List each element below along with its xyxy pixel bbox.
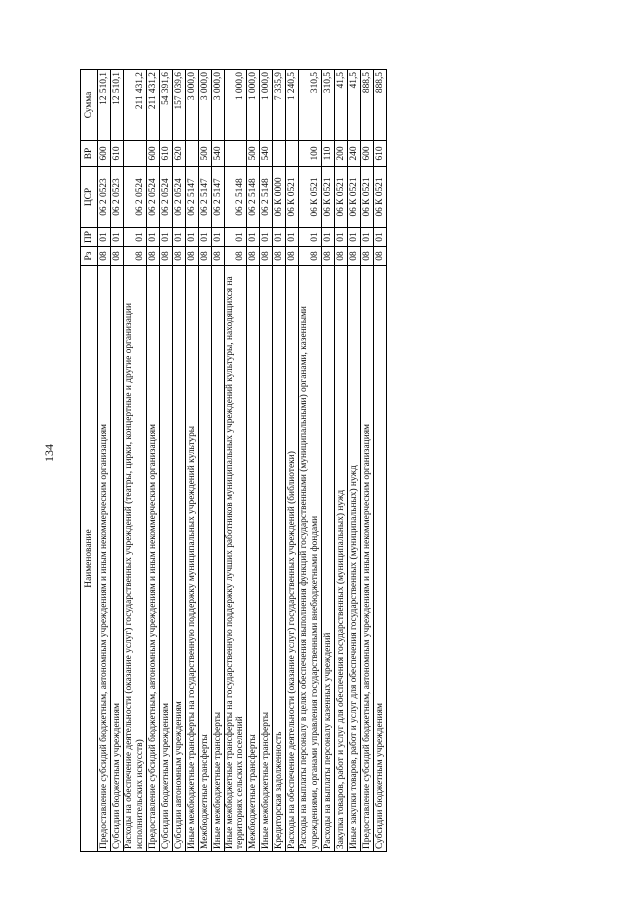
cell-sum: 41,5 bbox=[334, 70, 347, 141]
cell-vr: 110 bbox=[321, 141, 334, 167]
table-row bbox=[321, 70, 334, 852]
cell-name: Межбюджетные трансферты bbox=[247, 266, 260, 852]
cell-rz: 08 bbox=[286, 247, 299, 266]
header-sum: Сумма bbox=[81, 70, 98, 141]
cell-vr: 240 bbox=[347, 141, 360, 167]
table-row bbox=[172, 70, 185, 852]
cell-vr bbox=[185, 141, 198, 167]
cell-vr: 610 bbox=[159, 141, 172, 167]
cell-pr: 01 bbox=[299, 228, 322, 247]
cell-csr: 06 К 0521 bbox=[334, 167, 347, 228]
cell-rz: 08 bbox=[273, 247, 286, 266]
cell-rz: 08 bbox=[360, 247, 373, 266]
cell-pr: 01 bbox=[172, 228, 185, 247]
page-number: 134 bbox=[41, 444, 56, 462]
cell-vr: 600 bbox=[98, 141, 111, 167]
cell-vr: 500 bbox=[198, 141, 211, 167]
cell-csr: 06 К 0521 bbox=[286, 167, 299, 228]
cell-rz: 08 bbox=[146, 247, 159, 266]
cell-pr: 01 bbox=[198, 228, 211, 247]
cell-pr: 01 bbox=[185, 228, 198, 247]
table-row bbox=[198, 70, 211, 852]
cell-sum: 3 000,0 bbox=[198, 70, 211, 141]
cell-name: Иные межбюджетные трансферты на государственную поддержку лучших работников муниципальных учреждений культуры, находящихся на территориях сельских поселений bbox=[224, 266, 247, 852]
table-row bbox=[247, 70, 260, 852]
table-row bbox=[124, 70, 147, 852]
cell-name: Расходы на обеспечение деятельности (оказание услуг) государственных учреждений (библиотеки) bbox=[286, 266, 299, 852]
cell-sum: 7 335,9 bbox=[273, 70, 286, 141]
cell-csr: 06 К 0521 bbox=[321, 167, 334, 228]
cell-name: Иные межбюджетные трансферты bbox=[260, 266, 273, 852]
table-row bbox=[260, 70, 273, 852]
cell-csr: 06 К 0521 bbox=[299, 167, 322, 228]
cell-pr: 01 bbox=[211, 228, 224, 247]
cell-sum: 157 039,6 bbox=[172, 70, 185, 141]
cell-name: Субсидии бюджетным учреждениям bbox=[159, 266, 172, 852]
cell-pr: 01 bbox=[373, 228, 386, 247]
cell-vr bbox=[273, 141, 286, 167]
cell-name: Иные межбюджетные трансферты на государственную поддержку муниципальных учреждений культуры bbox=[185, 266, 198, 852]
cell-rz: 08 bbox=[373, 247, 386, 266]
cell-sum: 888,5 bbox=[373, 70, 386, 141]
cell-sum: 310,5 bbox=[321, 70, 334, 141]
cell-name: Расходы на обеспечение деятельности (оказание услуг) государственных учреждений (театры, цирки, концертные и другие организации исполнительских искусств) bbox=[124, 266, 147, 852]
cell-name: Межбюджетные трансферты bbox=[198, 266, 211, 852]
cell-rz: 08 bbox=[321, 247, 334, 266]
table-row bbox=[211, 70, 224, 852]
cell-pr: 01 bbox=[273, 228, 286, 247]
cell-csr: 06 2 5148 bbox=[260, 167, 273, 228]
cell-sum: 888,5 bbox=[360, 70, 373, 141]
cell-vr: 610 bbox=[111, 141, 124, 167]
cell-pr: 01 bbox=[260, 228, 273, 247]
cell-sum: 1 000,0 bbox=[247, 70, 260, 141]
cell-vr: 610 bbox=[373, 141, 386, 167]
cell-rz: 08 bbox=[172, 247, 185, 266]
cell-csr: 06 К 0521 bbox=[373, 167, 386, 228]
cell-vr: 100 bbox=[299, 141, 322, 167]
cell-name: Субсидии автономным учреждениям bbox=[172, 266, 185, 852]
table-row bbox=[159, 70, 172, 852]
table-row bbox=[185, 70, 198, 852]
header-rz: Рз bbox=[81, 247, 98, 266]
cell-sum: 12 510,1 bbox=[111, 70, 124, 141]
cell-pr: 01 bbox=[360, 228, 373, 247]
cell-vr: 600 bbox=[360, 141, 373, 167]
cell-rz: 08 bbox=[111, 247, 124, 266]
cell-name: Кредиторская задолженность bbox=[273, 266, 286, 852]
cell-pr: 01 bbox=[334, 228, 347, 247]
cell-rz: 08 bbox=[185, 247, 198, 266]
cell-sum: 1 000,0 bbox=[260, 70, 273, 141]
table-row bbox=[347, 70, 360, 852]
cell-rz: 08 bbox=[211, 247, 224, 266]
cell-sum: 1 000,0 bbox=[224, 70, 247, 141]
table-row bbox=[334, 70, 347, 852]
header-pr: ПР bbox=[81, 228, 98, 247]
cell-vr bbox=[224, 141, 247, 167]
cell-rz: 08 bbox=[124, 247, 147, 266]
cell-name: Расходы на выплаты персоналу в целях обеспечения выполнения функций государственными (муниципальными) органами, казенными учреждениями, органами управления государственными внебюджетными фондами bbox=[299, 266, 322, 852]
cell-pr: 01 bbox=[224, 228, 247, 247]
cell-pr: 01 bbox=[111, 228, 124, 247]
cell-name: Предоставление субсидий бюджетным, автономным учреждениям и иным некоммерческим организациям bbox=[146, 266, 159, 852]
cell-rz: 08 bbox=[334, 247, 347, 266]
table-row bbox=[273, 70, 286, 852]
cell-csr: 06 2 5147 bbox=[185, 167, 198, 228]
cell-csr: 06 2 0524 bbox=[159, 167, 172, 228]
cell-csr: 06 К 0000 bbox=[273, 167, 286, 228]
cell-vr: 620 bbox=[172, 141, 185, 167]
cell-csr: 06 2 0523 bbox=[111, 167, 124, 228]
cell-pr: 01 bbox=[124, 228, 147, 247]
cell-sum: 41,5 bbox=[347, 70, 360, 141]
cell-pr: 01 bbox=[286, 228, 299, 247]
table-row bbox=[299, 70, 322, 852]
cell-pr: 01 bbox=[98, 228, 111, 247]
table-body bbox=[98, 70, 387, 852]
table-row bbox=[111, 70, 124, 852]
cell-vr bbox=[124, 141, 147, 167]
cell-sum: 1 240,5 bbox=[286, 70, 299, 141]
cell-pr: 01 bbox=[347, 228, 360, 247]
cell-csr: 06 2 0523 bbox=[98, 167, 111, 228]
cell-rz: 08 bbox=[247, 247, 260, 266]
cell-vr: 500 bbox=[247, 141, 260, 167]
cell-vr: 200 bbox=[334, 141, 347, 167]
cell-sum: 3 000,0 bbox=[211, 70, 224, 141]
cell-csr: 06 К 0521 bbox=[347, 167, 360, 228]
cell-name: Закупка товаров, работ и услуг для обеспечения государственных (муниципальных) нужд bbox=[334, 266, 347, 852]
cell-name: Иные закупки товаров, работ и услуг для обеспечения государственных (муниципальных) нужд bbox=[347, 266, 360, 852]
table-row bbox=[224, 70, 247, 852]
cell-rz: 08 bbox=[159, 247, 172, 266]
cell-sum: 12 510,1 bbox=[98, 70, 111, 141]
cell-vr bbox=[286, 141, 299, 167]
cell-name: Субсидии бюджетным учреждениям bbox=[373, 266, 386, 852]
cell-csr: 06 К 0521 bbox=[360, 167, 373, 228]
table-row bbox=[98, 70, 111, 852]
cell-pr: 01 bbox=[146, 228, 159, 247]
table-row bbox=[360, 70, 373, 852]
cell-sum: 3 000,0 bbox=[185, 70, 198, 141]
cell-name: Иные межбюджетные трансферты bbox=[211, 266, 224, 852]
cell-csr: 06 2 0524 bbox=[172, 167, 185, 228]
cell-vr: 600 bbox=[146, 141, 159, 167]
cell-pr: 01 bbox=[247, 228, 260, 247]
cell-pr: 01 bbox=[159, 228, 172, 247]
cell-vr: 540 bbox=[211, 141, 224, 167]
budget-table-sheet bbox=[80, 70, 554, 852]
cell-name: Предоставление субсидий бюджетным, автономным учреждениям и иным некоммерческим организациям bbox=[360, 266, 373, 852]
cell-pr: 01 bbox=[321, 228, 334, 247]
cell-rz: 08 bbox=[98, 247, 111, 266]
header-vr: ВР bbox=[81, 141, 98, 167]
cell-rz: 08 bbox=[347, 247, 360, 266]
cell-vr: 540 bbox=[260, 141, 273, 167]
budget-table bbox=[80, 69, 387, 852]
cell-rz: 08 bbox=[198, 247, 211, 266]
header-name: Наименование bbox=[81, 266, 98, 852]
cell-name: Предоставление субсидий бюджетным, автономным учреждениям и иным некоммерческим организациям bbox=[98, 266, 111, 852]
cell-name: Субсидии бюджетным учреждениям bbox=[111, 266, 124, 852]
cell-rz: 08 bbox=[299, 247, 322, 266]
cell-sum: 211 431,2 bbox=[146, 70, 159, 141]
cell-csr: 06 2 5147 bbox=[198, 167, 211, 228]
table-row bbox=[286, 70, 299, 852]
cell-csr: 06 2 5148 bbox=[247, 167, 260, 228]
cell-csr: 06 2 5147 bbox=[211, 167, 224, 228]
header-csr: ЦСР bbox=[81, 167, 98, 228]
table-row bbox=[146, 70, 159, 852]
cell-sum: 211 431,2 bbox=[124, 70, 147, 141]
cell-csr: 06 2 0524 bbox=[124, 167, 147, 228]
table-header-row bbox=[81, 70, 98, 852]
cell-sum: 310,5 bbox=[299, 70, 322, 141]
cell-csr: 06 2 5148 bbox=[224, 167, 247, 228]
cell-name: Расходы на выплаты персоналу казенных учреждений bbox=[321, 266, 334, 852]
table-row bbox=[373, 70, 386, 852]
cell-rz: 08 bbox=[260, 247, 273, 266]
cell-rz: 08 bbox=[224, 247, 247, 266]
cell-sum: 54 391,6 bbox=[159, 70, 172, 141]
cell-csr: 06 2 0524 bbox=[146, 167, 159, 228]
